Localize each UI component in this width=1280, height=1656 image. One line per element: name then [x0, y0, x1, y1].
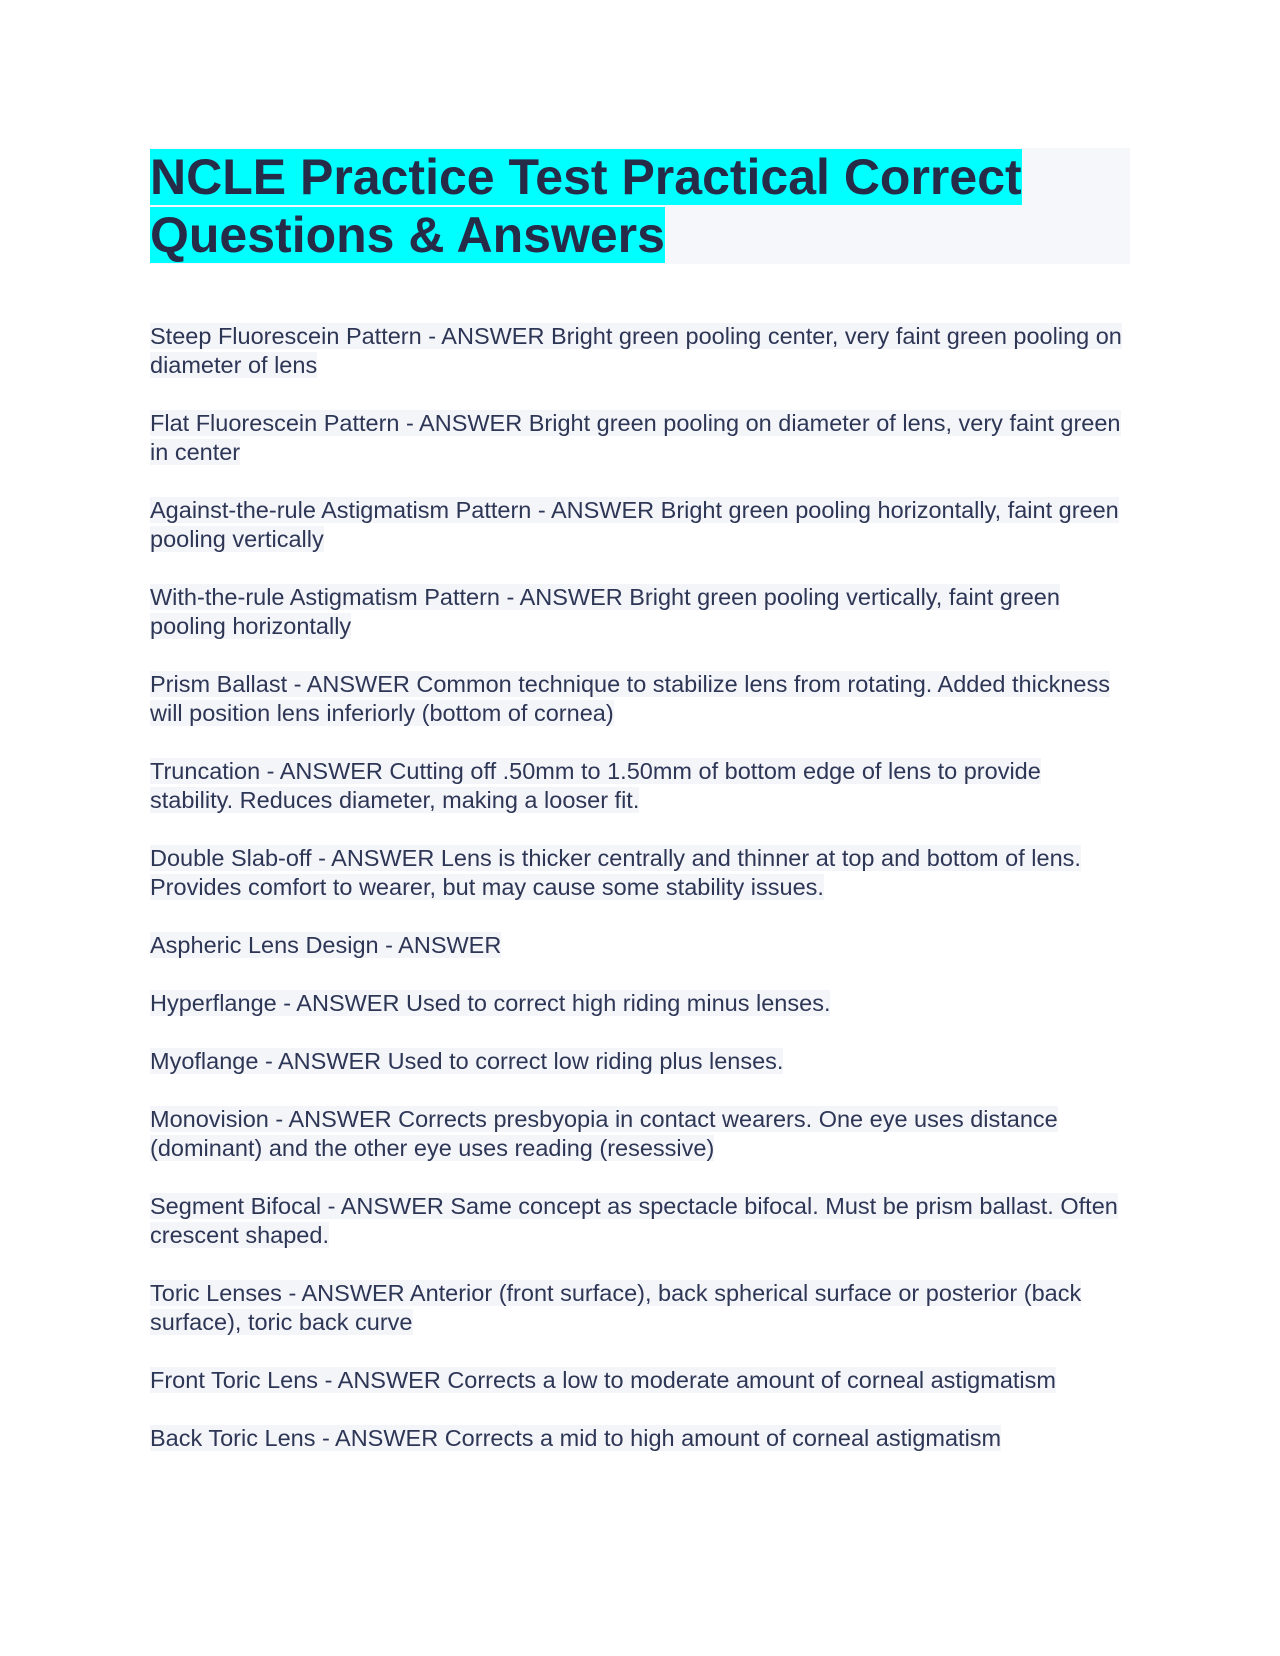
- qa-entry-text: Flat Fluorescein Pattern - ANSWER Bright green pooling on diameter of lens, very faint green in center: [150, 410, 1121, 465]
- qa-entry-text: With-the-rule Astigmatism Pattern - ANSWER Bright green pooling vertically, faint green pooling horizontally: [150, 584, 1060, 639]
- qa-entry: [150, 989, 1130, 1018]
- qa-entry: [150, 1424, 1130, 1453]
- qa-entry-text: Toric Lenses - ANSWER Anterior (front surface), back spherical surface or posterior (back surface), toric back curve: [150, 1280, 1082, 1335]
- document-page: [150, 148, 1130, 1482]
- qa-entry: [150, 496, 1130, 554]
- qa-entry-text: Steep Fluorescein Pattern - ANSWER Bright green pooling center, very faint green pooling on diameter of lens: [150, 323, 1122, 378]
- qa-entry-text: Myoflange - ANSWER Used to correct low riding plus lenses.: [150, 1048, 784, 1074]
- qa-entry-text: Truncation - ANSWER Cutting off .50mm to 1.50mm of bottom edge of lens to provide stability. Reduces diameter, making a looser fit.: [150, 758, 1041, 813]
- qa-entry-text: Back Toric Lens - ANSWER Corrects a mid to high amount of corneal astigmatism: [150, 1425, 1002, 1451]
- qa-entry: [150, 1047, 1130, 1076]
- qa-entry-text: Segment Bifocal - ANSWER Same concept as spectacle bifocal. Must be prism ballast. Often crescent shaped.: [150, 1193, 1118, 1248]
- qa-entry-text: Hyperflange - ANSWER Used to correct high riding minus lenses.: [150, 990, 831, 1016]
- title-block: [150, 148, 1130, 264]
- qa-entry-text: Double Slab-off - ANSWER Lens is thicker centrally and thinner at top and bottom of lens. Provides comfort to wearer, but may cause some stability issues.: [150, 845, 1081, 900]
- qa-entry: [150, 1192, 1130, 1250]
- qa-entry: [150, 1279, 1130, 1337]
- qa-entry: [150, 757, 1130, 815]
- qa-entry: [150, 322, 1130, 380]
- document-title: [150, 148, 1130, 264]
- qa-entry: [150, 931, 1130, 960]
- qa-entry: [150, 1105, 1130, 1163]
- qa-entry: [150, 583, 1130, 641]
- qa-entry-text: Monovision - ANSWER Corrects presbyopia in contact wearers. One eye uses distance (dominant) and the other eye uses reading (resessive): [150, 1106, 1058, 1161]
- title-highlight: NCLE Practice Test Practical Correct Questions & Answers: [150, 149, 1022, 263]
- qa-entry-text: Against-the-rule Astigmatism Pattern - ANSWER Bright green pooling horizontally, faint green pooling vertically: [150, 497, 1119, 552]
- qa-entry-text: Prism Ballast - ANSWER Common technique to stabilize lens from rotating. Added thickness will position lens inferiorly (bottom of cornea): [150, 671, 1110, 726]
- qa-entry: [150, 409, 1130, 467]
- qa-entry: [150, 844, 1130, 902]
- qa-entry-text: Front Toric Lens - ANSWER Corrects a low to moderate amount of corneal astigmatism: [150, 1367, 1056, 1393]
- qa-entry: [150, 1366, 1130, 1395]
- qa-list: [150, 322, 1130, 1453]
- qa-entry-text: Aspheric Lens Design - ANSWER: [150, 932, 502, 958]
- qa-entry: [150, 670, 1130, 728]
